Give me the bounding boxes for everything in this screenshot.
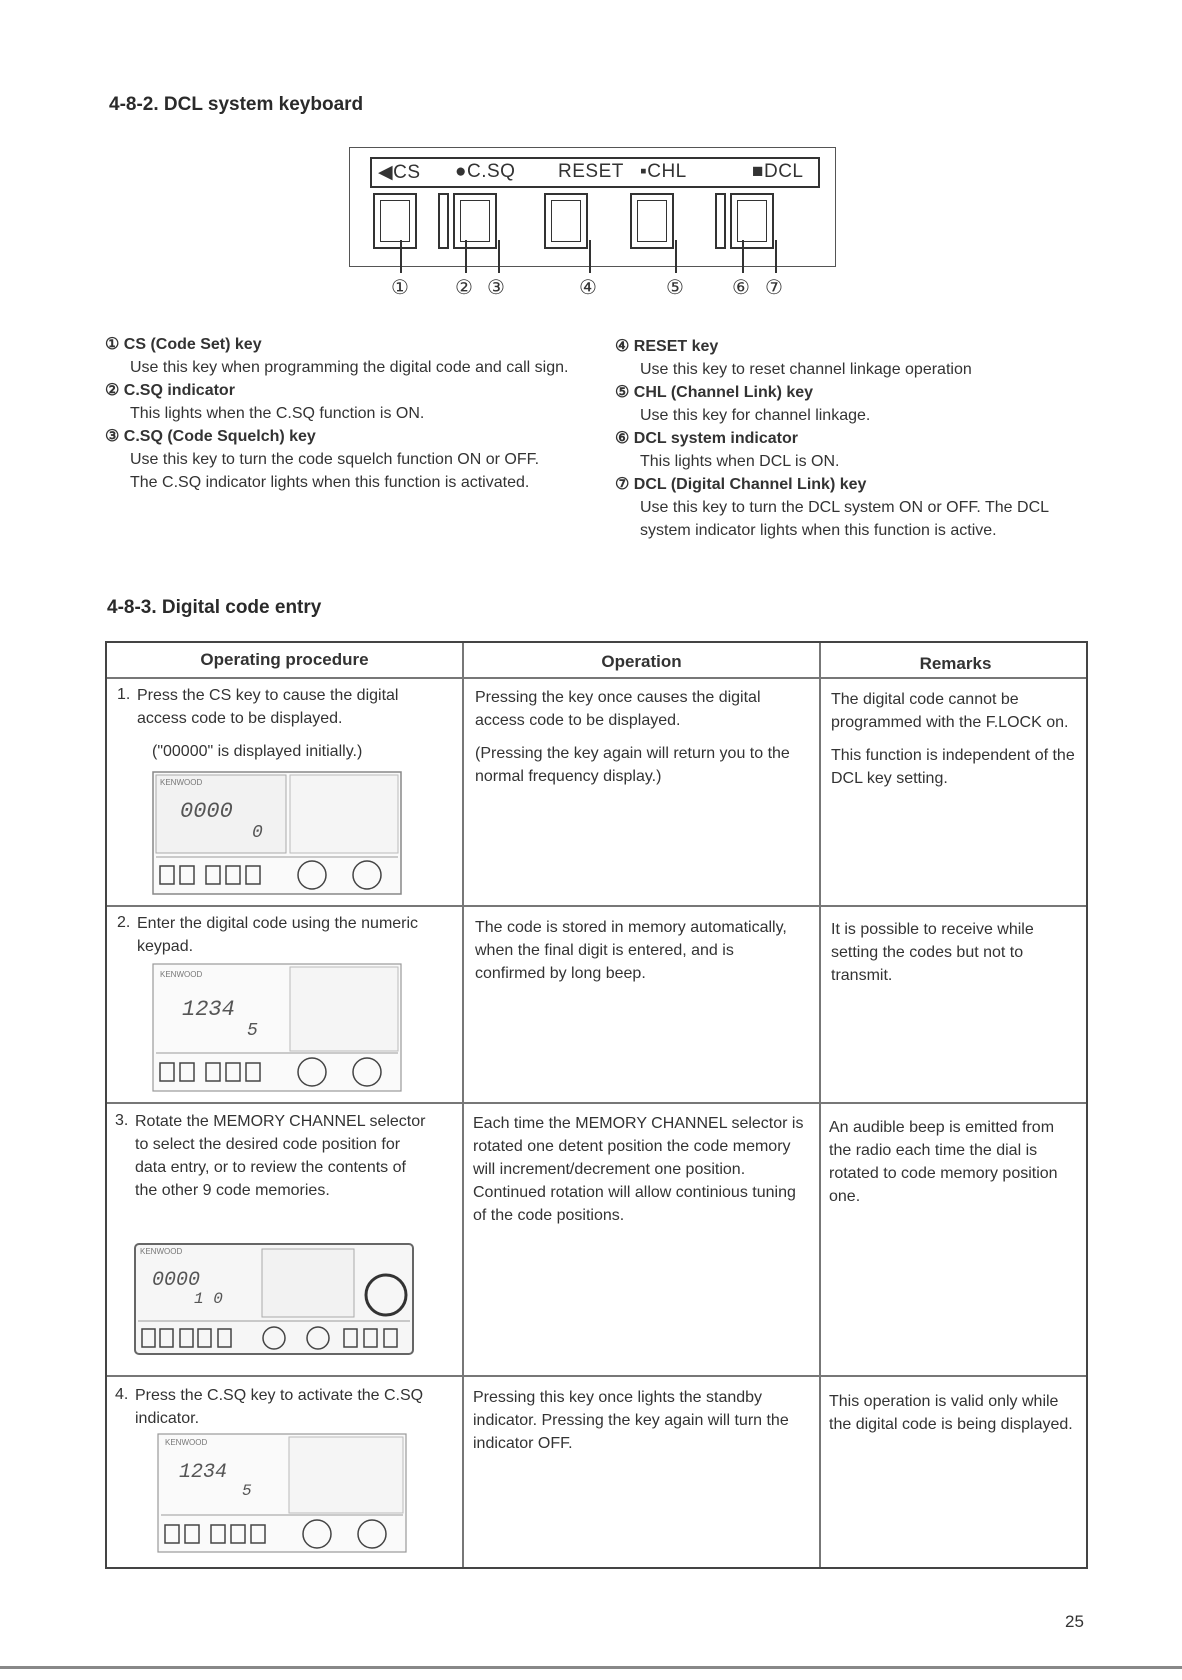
display-digits: 1234: [179, 1461, 228, 1484]
brand-label: KENWOOD: [140, 1247, 183, 1256]
procedure-cell: Press the C.SQ key to activate the C.SQ indicator.: [135, 1387, 424, 1427]
item-title: ① CS (Code Set) key: [105, 336, 262, 353]
item-body: This lights when DCL is ON.: [640, 453, 840, 470]
operation-cell: Each time the MEMORY CHANNEL selector is rotated one detent position the code memory will increment/decrement one position. Continued rotation will allow continious tuning of the code positions.: [473, 1115, 804, 1224]
radio-panel-illustration: [134, 1243, 414, 1355]
csq-key[interactable]: [453, 193, 497, 249]
reset-key[interactable]: [544, 193, 588, 249]
radio-panel-illustration: [157, 1433, 407, 1553]
cs-key[interactable]: [373, 193, 417, 249]
procedure-text: Press the CS key to cause the digital access code to be displayed.: [137, 687, 399, 727]
dcl-indicator: [715, 193, 726, 249]
section-heading-482: 4-8-2. DCL system keyboard: [109, 94, 364, 115]
key-descriptions-left: [105, 333, 585, 494]
item-body: This lights when the C.SQ function is ON.: [130, 405, 425, 422]
item-body: Use this key to turn the code squelch function ON or OFF.: [130, 451, 540, 468]
remarks-cell: It is possible to receive while setting the codes but not to transmit.: [831, 921, 1034, 984]
callout-5: ⑤: [666, 277, 684, 299]
column-header-operation: Operation: [601, 652, 682, 671]
brand-label: KENWOOD: [160, 970, 203, 979]
item-title: ⑥ DCL system indicator: [615, 430, 798, 447]
label-chl: ▪CHL: [640, 161, 687, 182]
callout-4: ④: [579, 277, 597, 299]
item-body: Use this key to reset channel linkage operation: [640, 361, 972, 378]
dcl-key[interactable]: [730, 193, 774, 249]
procedure-note: ("00000" is displayed initially.): [152, 743, 363, 760]
label-cs: ◀CS: [378, 162, 421, 183]
item-title: ⑦ DCL (Digital Channel Link) key: [615, 476, 867, 493]
operation-note: (Pressing the key again will return you to the normal frequency display.): [475, 745, 790, 785]
radio-panel-illustration: [152, 963, 402, 1093]
chl-key[interactable]: [630, 193, 674, 249]
remarks-cell: This operation is valid only while the digital code is being displayed.: [829, 1393, 1073, 1433]
label-dcl: ■DCL: [752, 161, 804, 182]
callout-1: ①: [391, 277, 409, 299]
operation-cell: The code is stored in memory automatically, when the final digit is entered, and is confirmed by long beep.: [475, 919, 787, 982]
item-body: Use this key to turn the DCL system ON or OFF. The DCL system indicator lights when this function is active.: [640, 499, 1049, 539]
operation-cell: [475, 686, 810, 788]
item-title: ② C.SQ indicator: [105, 382, 235, 399]
section-heading-483: 4-8-3. Digital code entry: [107, 597, 322, 618]
item-body: The C.SQ indicator lights when this function is activated.: [130, 474, 530, 491]
procedure-cell: Enter the digital code using the numeric keypad.: [137, 915, 419, 955]
remarks-cell: An audible beep is emitted from the radio each time the dial is rotated to code memory position one.: [829, 1119, 1058, 1205]
brand-label: KENWOOD: [160, 778, 203, 787]
display-sub-digit: 0: [252, 823, 263, 843]
footer-rule: [0, 1666, 1182, 1669]
label-csq: ●C.SQ: [455, 161, 516, 182]
display-sub-digit: 1 0: [194, 1290, 223, 1308]
callout-7: ⑦: [765, 277, 783, 299]
row-number: 2.: [117, 914, 131, 931]
row-number: 4.: [115, 1386, 129, 1403]
operation-cell: Pressing this key once lights the standby indicator. Pressing the key again will turn the indicator OFF.: [473, 1389, 789, 1452]
item-title: ③ C.SQ (Code Squelch) key: [105, 428, 316, 445]
callout-2: ②: [455, 277, 473, 299]
remarks-note: This function is independent of the DCL key setting.: [831, 747, 1075, 787]
column-header-procedure: Operating procedure: [200, 650, 369, 669]
display-digits: 1234: [182, 997, 235, 1022]
key-descriptions-right: [615, 335, 1095, 542]
procedure-cell: Rotate the MEMORY CHANNEL selector to select the desired code position for data entry, or to review the contents of the other 9 code memories.: [135, 1113, 426, 1199]
operation-text: Pressing the key once causes the digital access code to be displayed.: [475, 689, 761, 729]
item-title: ⑤ CHL (Channel Link) key: [615, 384, 814, 401]
item-body: Use this key when programming the digital code and call sign.: [130, 359, 569, 376]
dcl-keyboard-figure: [349, 147, 836, 267]
csq-indicator: [438, 193, 449, 249]
display-sub-digit: 5: [242, 1482, 252, 1500]
digital-code-entry-table: [105, 641, 1088, 1569]
row-number: 3.: [115, 1112, 129, 1129]
item-title: ④ RESET key: [615, 338, 719, 355]
column-header-remarks: Remarks: [919, 654, 992, 673]
row-number: 1.: [117, 686, 131, 703]
radio-panel-illustration: [152, 771, 402, 896]
callout-3: ③: [487, 277, 505, 299]
page-number: 25: [1065, 1612, 1084, 1631]
display-digits: 0000: [180, 799, 233, 824]
procedure-cell: [137, 684, 437, 763]
remarks-text: The digital code cannot be programmed with the F.LOCK on.: [831, 691, 1069, 731]
display-digits: 0000: [152, 1269, 201, 1292]
keyboard-label-strip: [370, 157, 820, 188]
display-sub-digit: 5: [247, 1021, 258, 1041]
remarks-cell: [831, 688, 1076, 790]
item-body: Use this key for channel linkage.: [640, 407, 871, 424]
brand-label: KENWOOD: [165, 1438, 208, 1447]
callout-6: ⑥: [732, 277, 750, 299]
label-reset: RESET: [558, 161, 624, 182]
